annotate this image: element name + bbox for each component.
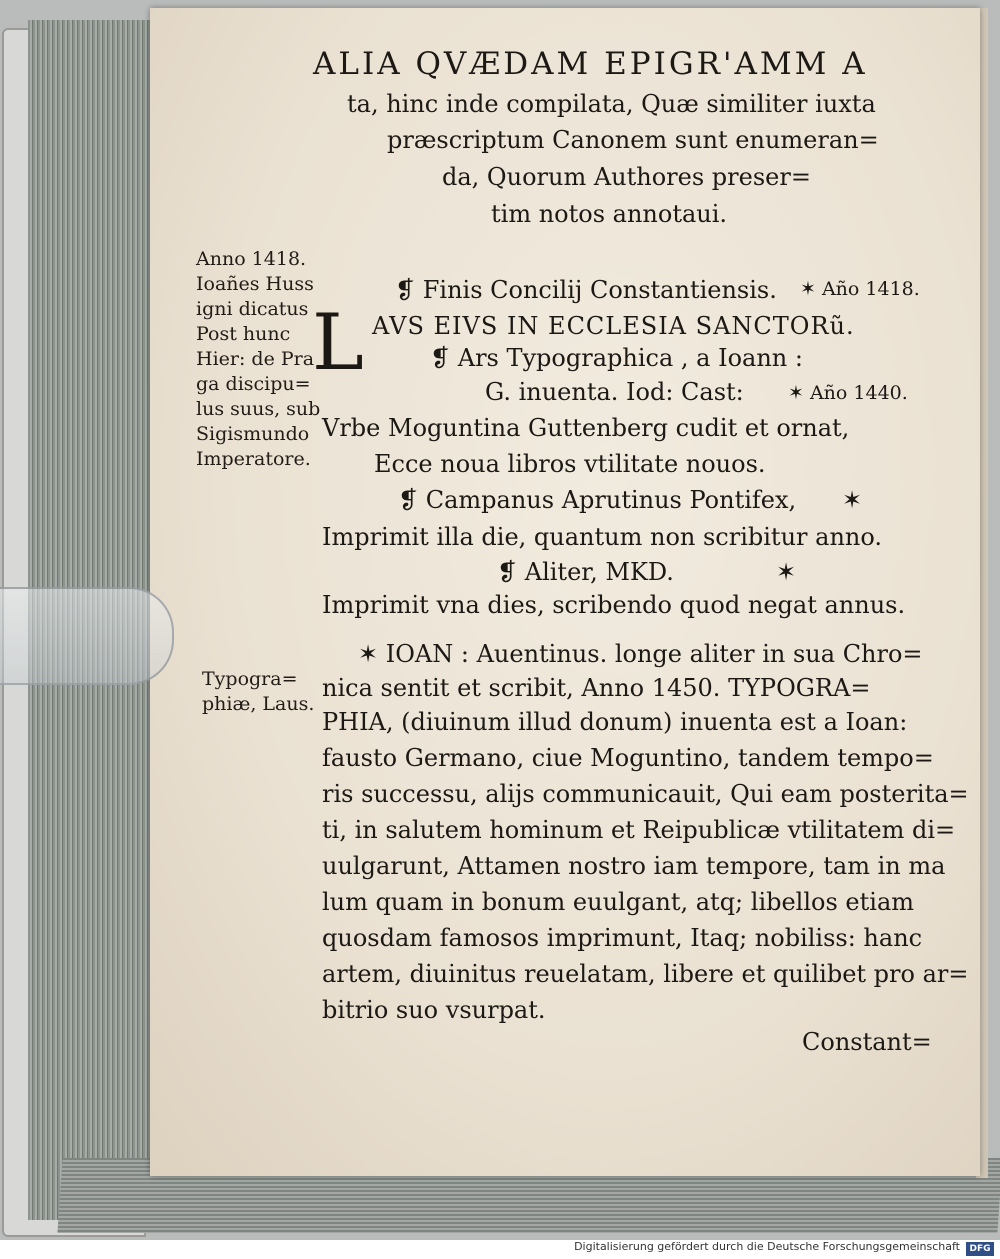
paragraph-line: artem, diuinitus reuelatam, libere et quilibet pro ar= <box>322 960 969 988</box>
margin-line: Post hunc <box>196 323 291 345</box>
title-line-3: præscriptum Canonem sunt enumeran= <box>387 126 879 154</box>
footer-credit: Digitalisierung gefördert durch die Deutsche Forschungsgemeinschaft <box>574 1240 960 1253</box>
title-line-4: da, Quorum Authores preser= <box>442 163 811 191</box>
paragraph-line: PHIA, (diuinum illud donum) inuenta est a Ioan: <box>322 708 908 736</box>
inuenta-line: G. inuenta. Iod: Cast: <box>485 378 744 406</box>
laus-heading: AVS EIVS IN ECCLESIA SANCTORũ. <box>372 312 855 340</box>
paragraph-line: quosdam famosos imprimunt, Itaq; nobiliss: hanc <box>322 924 923 952</box>
finis-line: ❡ Finis Concilij Constantiensis. <box>395 276 777 304</box>
paragraph-line: bitrio suo vsurpat. <box>322 996 546 1024</box>
paragraph-line: uulgarunt, Attamen nostro iam tempore, tam in ma <box>322 852 946 880</box>
margin-line: ga discipu= <box>196 373 311 395</box>
paragraph-line: nica sentit et scribit, Anno 1450. TYPOGRA= <box>322 674 871 702</box>
verse-line-3: Imprimit illa die, quantum non scribitur anno. <box>322 523 883 551</box>
margin-line: igni dicatus <box>196 298 309 320</box>
verse-line-2: Ecce noua libros vtilitate nouos. <box>374 450 766 478</box>
margin-line: lus suus, sub <box>196 398 321 420</box>
paragraph-line: fausto Germano, ciue Moguntino, tandem tempo= <box>322 744 934 772</box>
margin-line: Sigismundo <box>196 423 310 445</box>
ars-line: ❡ Ars Typographica , a Ioann : <box>430 344 803 372</box>
glass-page-holder <box>0 587 174 685</box>
paragraph-line: ti, in salutem hominum et Reipublicæ vtilitatem di= <box>322 816 956 844</box>
footer <box>0 1240 1000 1259</box>
inuenta-year: ✶ Año 1440. <box>788 382 908 404</box>
margin-line: Typogra= <box>202 668 298 690</box>
margin-line: Ioañes Huss <box>196 273 314 295</box>
initial-letter: L <box>312 298 364 388</box>
aliter-star: ✶ <box>776 558 797 586</box>
margin-line: Imperatore. <box>196 448 311 470</box>
dfg-logo-icon: DFG <box>966 1242 994 1256</box>
verse-line-1: Vrbe Moguntina Guttenberg cudit et ornat, <box>322 414 850 442</box>
aliter-line: ❡ Aliter, MKD. <box>497 558 674 586</box>
margin-line: Hier: de Pra <box>196 348 315 370</box>
book-page <box>150 8 980 1176</box>
finis-year: ✶ Año 1418. <box>800 278 920 300</box>
title-line-2: ta, hinc inde compilata, Quæ similiter iuxta <box>347 90 876 118</box>
margin-line: phiæ, Laus. <box>202 693 315 715</box>
campanus-line: ❡ Campanus Aprutinus Pontifex, <box>398 486 797 514</box>
title-line-1: ALIA QVÆDAM EPIGR'AMM A <box>313 46 868 82</box>
paragraph-line: ris successu, alijs communicauit, Qui eam posterita= <box>322 780 969 808</box>
campanus-star: ✶ <box>842 486 863 514</box>
margin-line: Anno 1418. <box>196 248 307 270</box>
verse-line-4: Imprimit vna dies, scribendo quod negat annus. <box>322 591 906 619</box>
title-line-5: tim notos annotaui. <box>491 200 728 228</box>
paragraph-line: ✶ IOAN : Auentinus. longe aliter in sua Chro= <box>358 640 923 668</box>
catchword: Constant= <box>802 1028 932 1056</box>
paragraph-line: lum quam in bonum euulgant, atq; libellos etiam <box>322 888 915 916</box>
